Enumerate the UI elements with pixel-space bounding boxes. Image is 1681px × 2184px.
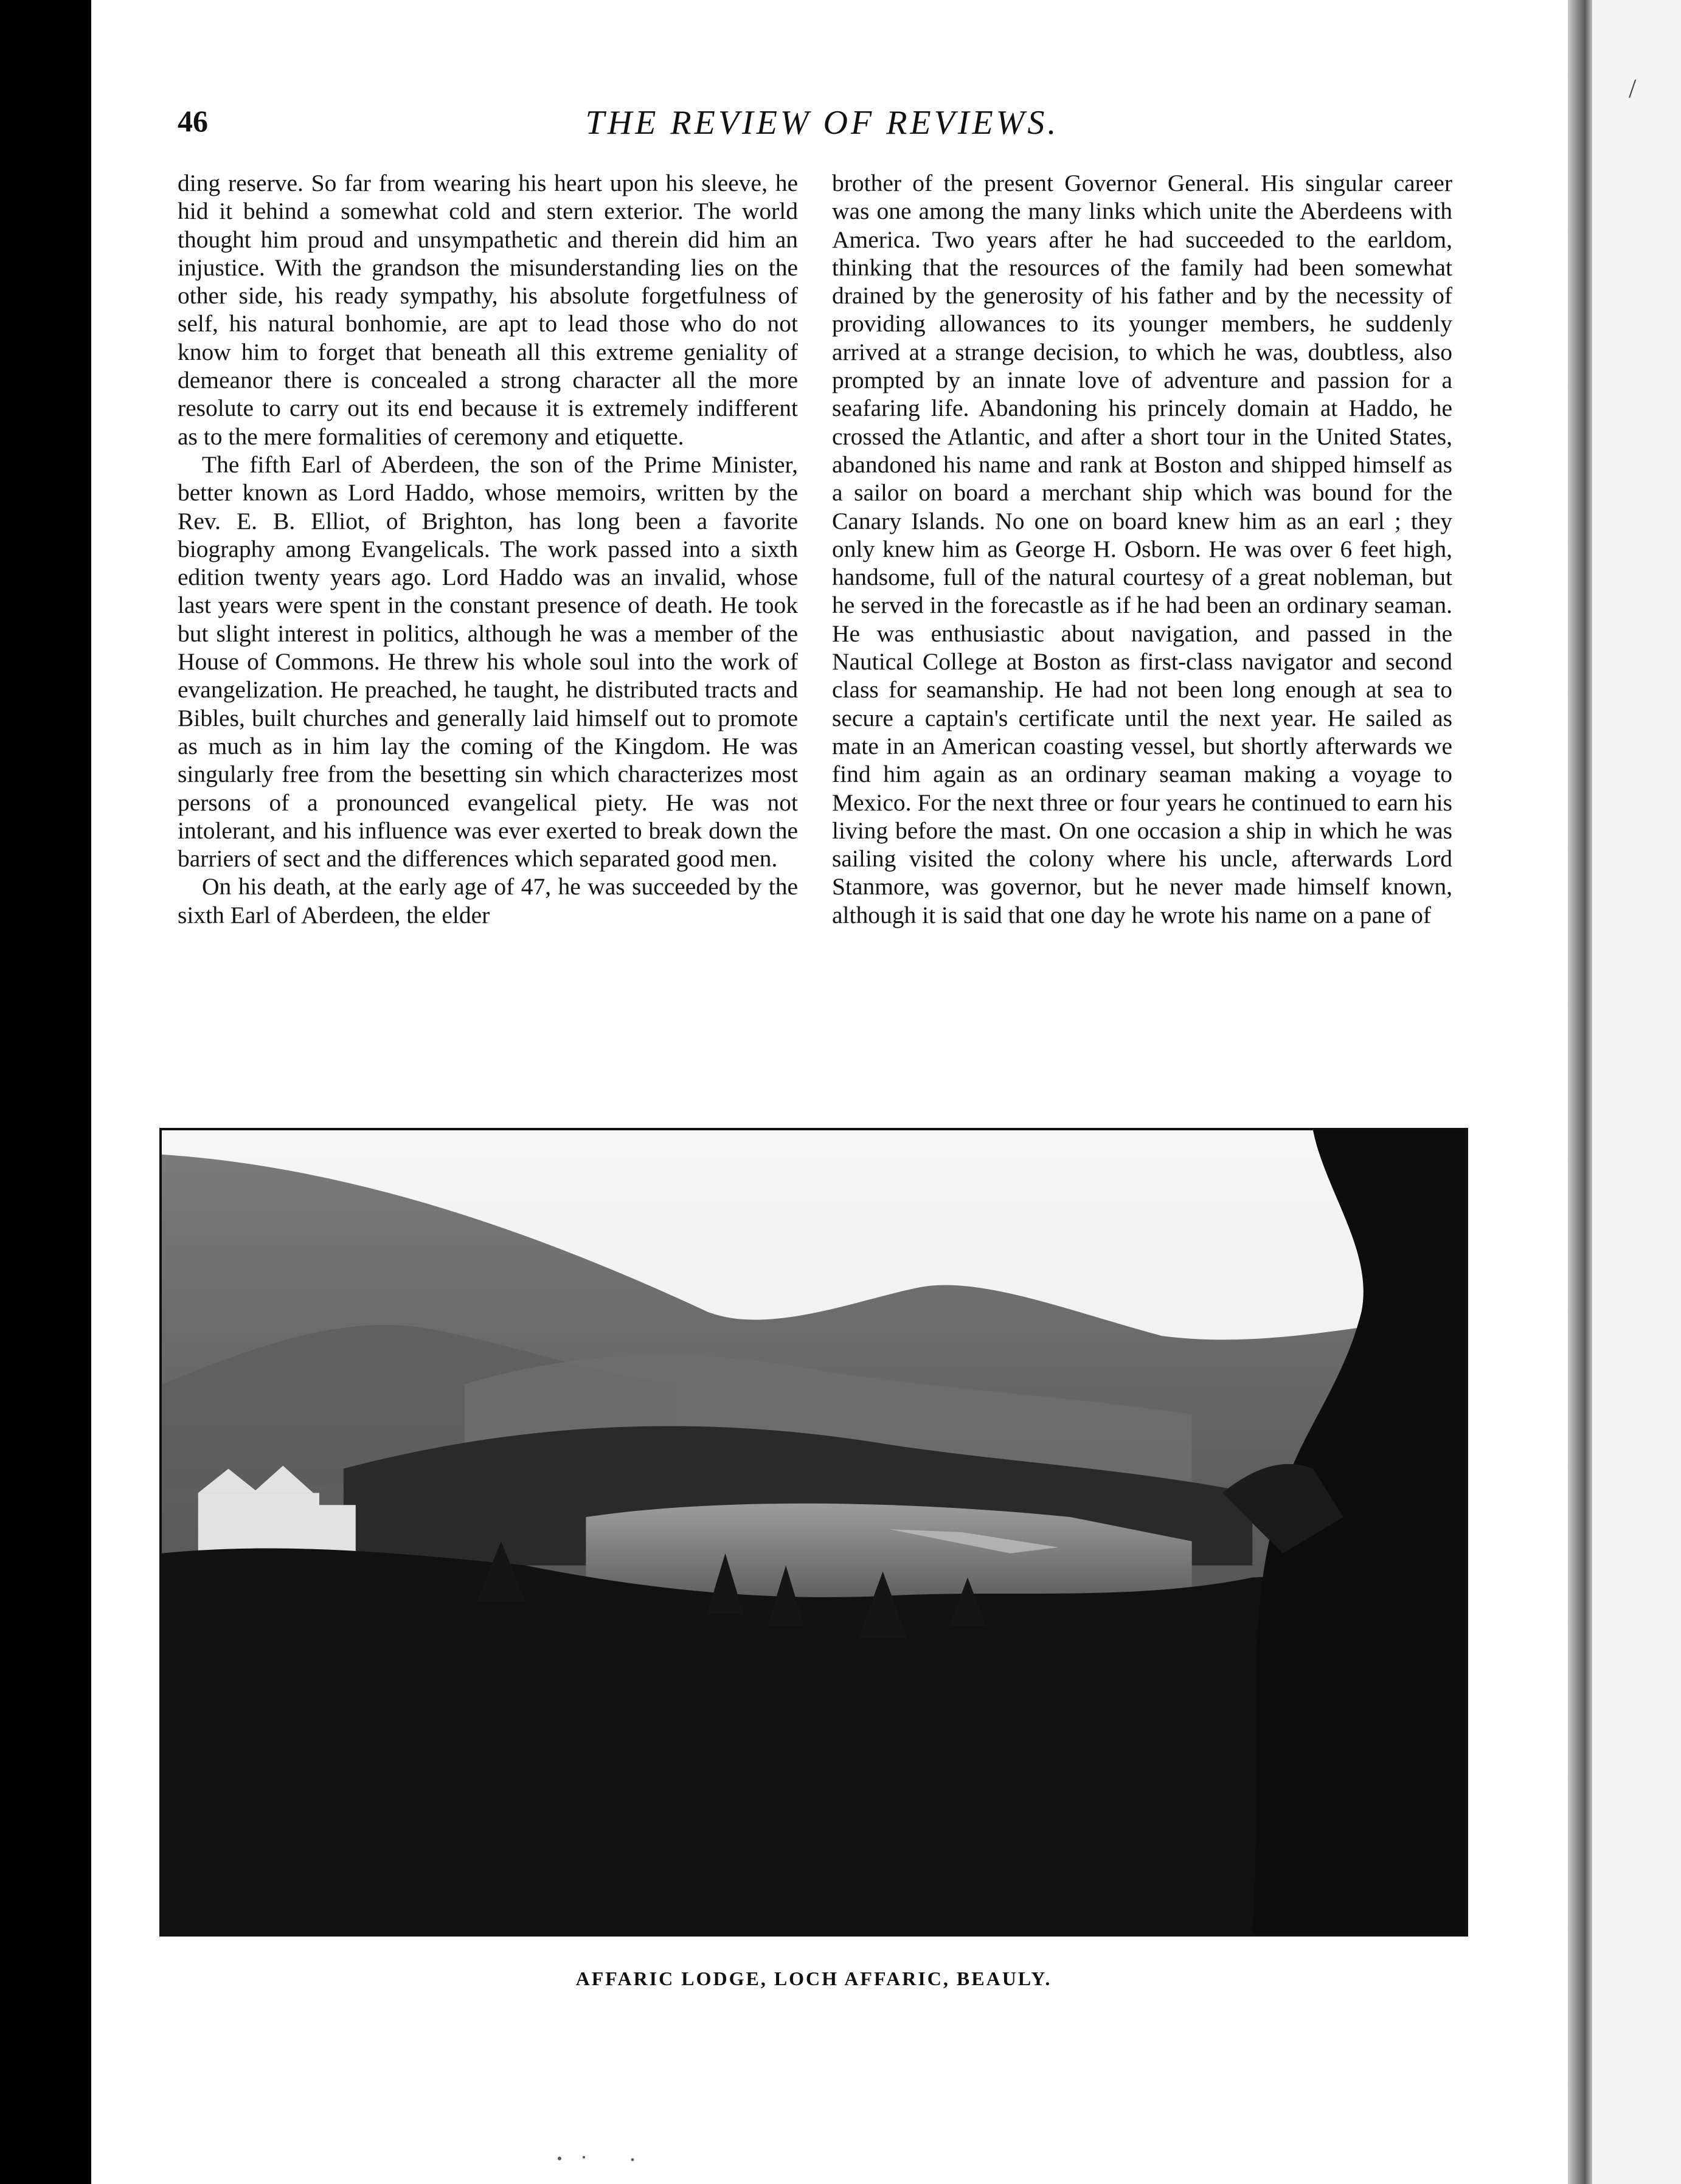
running-title: THE REVIEW OF REVIEWS. bbox=[585, 104, 1059, 142]
page-header bbox=[178, 91, 1467, 152]
loch-landscape-image bbox=[162, 1130, 1466, 1934]
page-spine bbox=[1568, 0, 1592, 2184]
landscape-photograph bbox=[159, 1128, 1468, 1937]
paragraph: brother of the present Governor General. His singular career was one among the many links which unite the Aberdeens with America. Two years after he had succeeded to the earldom, thinking that the resources of the family had been somewhat drained by the generosity of his father and by the necessity of providing allowances to its younger members, he suddenly arrived at a strange decision, to which he was, doubtless, also prompted by an innate love of adventure and passion for a seafaring life. Abandoning his princely domain at Haddo, he crossed the Atlantic, and after a short tour in the United States, abandoned his name and rank at Boston and shipped himself as a sailor on board a merchant ship which was bound for the Canary Islands. No one on board knew him as an earl ; they only knew him as George H. Osborn. He was over 6 feet high, handsome, full of the natural courtesy of a great nobleman, but he served in the forecastle as if he had been an ordinary seaman. He was enthusiastic about navigation, and passed in the Nautical College at Boston as first-class navigator and second class for seamanship. He had not been long enough at sea to secure a captain's certificate until the next year. He sailed as mate in an American coasting vessel, but shortly afterwards we find him again as an ordinary seaman making a voyage to Mexico. For the next three or four years he continued to earn his living before the mast. On one occasion a ship in which he was sailing visited the colony where his uncle, afterwards Lord Stanmore, was governor, but he never made himself known, although it is said that one day he wrote his name on a pane of bbox=[832, 170, 1452, 928]
margin-mark: / bbox=[1629, 74, 1637, 103]
paragraph: On his death, at the early age of 47, he was succeeded by the sixth Earl of Aberdeen, the elder bbox=[178, 873, 798, 928]
adjacent-page-edge bbox=[1592, 0, 1681, 2184]
figure-caption: AFFARIC LODGE, LOCH AFFARIC, BEAULY. bbox=[575, 1968, 1052, 1989]
left-column bbox=[178, 169, 798, 929]
paragraph: The fifth Earl of Aberdeen, the son of the Prime Minister, better known as Lord Haddo, whose memoirs, written by the Rev. E. B. Elliot, of Brighton, has long been a favorite biography among Evangelicals. The work passed into a sixth edition twenty years ago. Lord Haddo was an invalid, whose last years were spent in the constant presence of death. He took but slight interest in politics, although he was a member of the House of Commons. He threw his whole soul into the work of evangelization. He preached, he taught, he distributed tracts and Bibles, built churches and generally laid himself out to promote as much as in him lay the coming of the Kingdom. He was singularly free from the besetting sin which characterizes most persons of a pronounced evangelical piety. He was not intolerant, and his influence was ever exerted to break down the barriers of sect and the differences which separated good men. bbox=[178, 451, 798, 873]
page-number: 46 bbox=[178, 104, 208, 138]
print-specks bbox=[547, 2152, 730, 2165]
right-column bbox=[832, 169, 1452, 929]
paragraph: ding reserve. So far from wearing his heart upon his sleeve, he hid it behind a somewhat cold and stern exterior. The world thought him proud and unsympathetic and therein did him an injustice. With the grandson the misunderstanding lies on the other side, his ready sympathy, his absolute forgetfulness of self, his natural bonhomie, are apt to lead those who do not know him to forget that beneath all this extreme geniality of demeanor there is concealed a strong character all the more resolute to carry out its end because it is extremely indifferent as to the mere formalities of ceremony and etiquette. bbox=[178, 170, 798, 450]
